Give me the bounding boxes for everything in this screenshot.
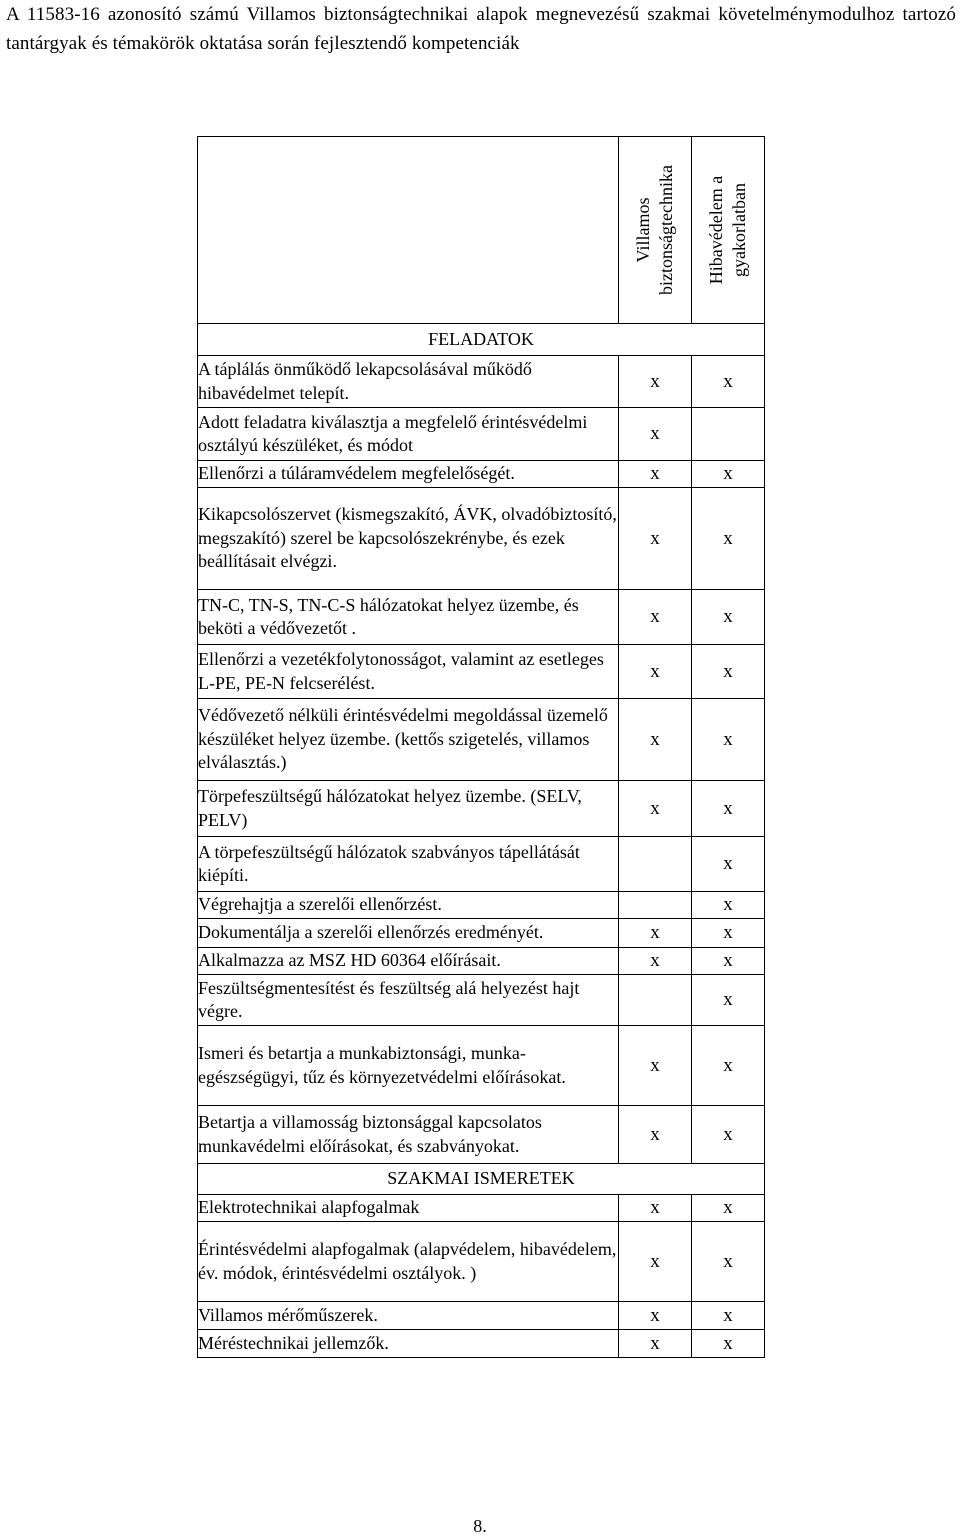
task-text: A táplálás önműködő lekapcsolásával működő hibavédelmet telepít. <box>198 356 619 408</box>
column-header-line: Hibavédelem a <box>706 175 726 285</box>
competency-table <box>197 136 765 1358</box>
mark-villamos-biztonsagtechnika <box>619 837 692 892</box>
table-row <box>198 699 765 781</box>
mark-hibavedelem-a-gyakorlatban <box>692 408 765 461</box>
mark-hibavedelem-a-gyakorlatban: x <box>692 919 765 948</box>
mark-hibavedelem-a-gyakorlatban: x <box>692 837 765 892</box>
task-text: Ellenőrzi a vezetékfolytonosságot, valamint az esetleges L-PE, PE-N felcserélést. <box>198 645 619 699</box>
table-row <box>198 892 765 919</box>
task-text: Védővezető nélküli érintésvédelmi megoldással üzemelő készüléket helyez üzembe. (kettős szigetelés, villamos elválasztás.) <box>198 699 619 781</box>
mark-hibavedelem-a-gyakorlatban: x <box>692 461 765 488</box>
task-text: Elektrotechnikai alapfogalmak <box>198 1195 619 1222</box>
table-row <box>198 781 765 837</box>
task-text: Kikapcsolószervet (kismegszakító, ÁVK, olvadóbiztosító, megszakító) szerel be kapcsolószekrénybe, és ezek beállításait elvégzi. <box>198 488 619 590</box>
task-text: Ismeri és betartja a munkabiztonsági, munka-egészségügyi, tűz és környezetvédelmi előírásokat. <box>198 1026 619 1106</box>
mark-villamos-biztonsagtechnika: x <box>619 1106 692 1164</box>
mark-villamos-biztonsagtechnika: x <box>619 919 692 948</box>
mark-hibavedelem-a-gyakorlatban: x <box>692 948 765 975</box>
table-row <box>198 356 765 408</box>
column-header-line: Villamos <box>633 197 653 263</box>
page-heading: A 11583-16 azonosító számú Villamos biztonságtechnikai alapok megnevezésű szakmai követelménymodulhoz tartozó tantárgyak és témakörök oktatása során fejlesztendő kompetenciák <box>6 4 956 54</box>
task-text: Adott feladatra kiválasztja a megfelelő érintésvédelmi osztályú készüléket, és módot <box>198 408 619 461</box>
column-header-line: gyakorlatban <box>729 183 749 277</box>
task-text: Végrehajtja a szerelői ellenőrzést. <box>198 892 619 919</box>
mark-hibavedelem-a-gyakorlatban: x <box>692 1195 765 1222</box>
table-row <box>198 1302 765 1330</box>
mark-hibavedelem-a-gyakorlatban: x <box>692 1302 765 1330</box>
mark-hibavedelem-a-gyakorlatban: x <box>692 1026 765 1106</box>
mark-hibavedelem-a-gyakorlatban: x <box>692 1222 765 1302</box>
table-row <box>198 1330 765 1358</box>
mark-hibavedelem-a-gyakorlatban: x <box>692 356 765 408</box>
table-row <box>198 919 765 948</box>
table-row <box>198 1026 765 1106</box>
task-text: Feszültségmentesítést és feszültség alá helyezést hajt végre. <box>198 975 619 1026</box>
table-row <box>198 948 765 975</box>
mark-hibavedelem-a-gyakorlatban: x <box>692 781 765 837</box>
table-row <box>198 590 765 645</box>
section-row <box>198 324 765 356</box>
mark-hibavedelem-a-gyakorlatban: x <box>692 590 765 645</box>
task-text: Méréstechnikai jellemzők. <box>198 1330 619 1358</box>
mark-villamos-biztonsagtechnika: x <box>619 1302 692 1330</box>
mark-hibavedelem-a-gyakorlatban: x <box>692 488 765 590</box>
table-row <box>198 1106 765 1164</box>
task-text: Villamos mérőműszerek. <box>198 1302 619 1330</box>
section-title: SZAKMAI ISMERETEK <box>198 1164 765 1195</box>
task-text: Alkalmazza az MSZ HD 60364 előírásait. <box>198 948 619 975</box>
mark-villamos-biztonsagtechnika: x <box>619 408 692 461</box>
table-row <box>198 837 765 892</box>
mark-hibavedelem-a-gyakorlatban: x <box>692 975 765 1026</box>
task-text: Ellenőrzi a túláramvédelem megfelelőségét. <box>198 461 619 488</box>
mark-hibavedelem-a-gyakorlatban: x <box>692 1106 765 1164</box>
task-text: TN-C, TN-S, TN-C-S hálózatokat helyez üzembe, és beköti a védővezetőt . <box>198 590 619 645</box>
task-text: Törpefeszültségű hálózatokat helyez üzembe. (SELV, PELV) <box>198 781 619 837</box>
mark-villamos-biztonsagtechnika: x <box>619 1026 692 1106</box>
mark-villamos-biztonsagtechnika: x <box>619 948 692 975</box>
mark-villamos-biztonsagtechnika: x <box>619 356 692 408</box>
mark-hibavedelem-a-gyakorlatban: x <box>692 699 765 781</box>
task-text: Betartja a villamosság biztonsággal kapcsolatos munkavédelmi előírásokat, és szabványokat. <box>198 1106 619 1164</box>
mark-hibavedelem-a-gyakorlatban: x <box>692 645 765 699</box>
task-text: Érintésvédelmi alapfogalmak (alapvédelem, hibavédelem, év. módok, érintésvédelmi osztályok. ) <box>198 1222 619 1302</box>
table-row <box>198 1222 765 1302</box>
mark-villamos-biztonsagtechnika: x <box>619 645 692 699</box>
section-row <box>198 1164 765 1195</box>
table-row <box>198 488 765 590</box>
mark-villamos-biztonsagtechnika: x <box>619 461 692 488</box>
mark-hibavedelem-a-gyakorlatban: x <box>692 1330 765 1358</box>
table-row <box>198 461 765 488</box>
column-header-hibavedelem-a-gyakorlatban <box>692 137 765 324</box>
mark-villamos-biztonsagtechnika: x <box>619 1330 692 1358</box>
table-row <box>198 645 765 699</box>
table-header-row <box>198 137 765 324</box>
table-row <box>198 408 765 461</box>
mark-villamos-biztonsagtechnika: x <box>619 1195 692 1222</box>
mark-villamos-biztonsagtechnika: x <box>619 1222 692 1302</box>
mark-villamos-biztonsagtechnika: x <box>619 781 692 837</box>
column-header-line: biztonságtechnika <box>656 165 676 295</box>
table-row <box>198 975 765 1026</box>
header-empty-cell <box>198 137 619 324</box>
table-row <box>198 1195 765 1222</box>
section-title: FELADATOK <box>198 324 765 356</box>
mark-villamos-biztonsagtechnika <box>619 975 692 1026</box>
mark-villamos-biztonsagtechnika: x <box>619 699 692 781</box>
task-text: A törpefeszültségű hálózatok szabványos tápellátását kiépíti. <box>198 837 619 892</box>
mark-villamos-biztonsagtechnika <box>619 892 692 919</box>
task-text: Dokumentálja a szerelői ellenőrzés eredményét. <box>198 919 619 948</box>
mark-hibavedelem-a-gyakorlatban: x <box>692 892 765 919</box>
mark-villamos-biztonsagtechnika: x <box>619 590 692 645</box>
mark-villamos-biztonsagtechnika: x <box>619 488 692 590</box>
page-number: 8. <box>473 1516 487 1536</box>
column-header-villamos-biztonsagtechnika <box>619 137 692 324</box>
